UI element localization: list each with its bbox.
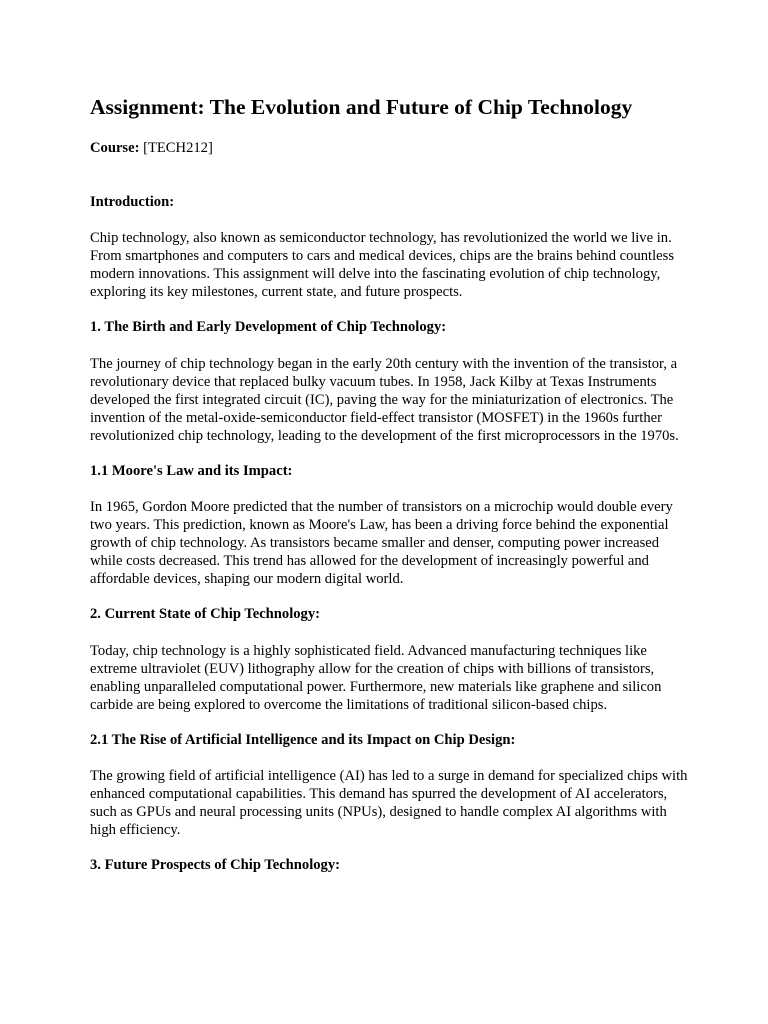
section-3-heading: 3. Future Prospects of Chip Technology: bbox=[90, 857, 341, 873]
section-1-1-heading: 1.1 Moore's Law and its Impact: bbox=[90, 462, 293, 479]
section-2-1-paragraph: The growing field of artificial intelligence (AI) has led to a surge in demand for specialized chips with enhanced computational capabilities. This demand has spurred the development of AI accelerators, such as GPUs and neural processing units (NPUs), designed to handle complex AI algorithms with high efficiency. bbox=[90, 768, 688, 838]
section-1-heading: 1. The Birth and Early Development of Chip Technology: bbox=[90, 319, 447, 335]
course-line bbox=[90, 140, 690, 158]
section-2-paragraph: Today, chip technology is a highly sophisticated field. Advanced manufacturing techniques like extreme ultraviolet (EUV) lithography allow for the creation of chips with billions of transistors, enabling unparalleled computational power. Furthermore, new materials like graphene and silicon carbide are being explored to overcome the limitations of traditional silicon-based chips. bbox=[90, 642, 662, 713]
document-page bbox=[90, 92, 690, 893]
section-2-1-heading: 2.1 The Rise of Artificial Intelligence and its Impact on Chip Design: bbox=[90, 731, 516, 748]
section-2-heading: 2. Current State of Chip Technology: bbox=[90, 606, 321, 622]
document-title: Assignment: The Evolution and Future of Chip Technology bbox=[90, 95, 633, 119]
section-1-1-paragraph: In 1965, Gordon Moore predicted that the number of transistors on a microchip would double every two years. This prediction, known as Moore's Law, has been a driving force behind the exponential growth of chip technology. As transistors became smaller and denser, computing power increased while costs decreased. This trend has allowed for the development of increasingly powerful and affordable devices, shaping our modern digital world. bbox=[90, 499, 673, 587]
section-1-paragraph: The journey of chip technology began in the early 20th century with the invention of the transistor, a revolutionary device that replaced bulky vacuum tubes. In 1958, Jack Kilby at Texas Instruments developed the first integrated circuit (IC), paving the way for the miniaturization of electronics. The invention of the metal-oxide-semiconductor field-effect transistor (MOSFET) in the 1960s further revolutionized chip technology, leading to the development of the first microprocessors in the 1970s. bbox=[90, 355, 679, 444]
course-label: Course: bbox=[90, 140, 140, 156]
course-value: [TECH212] bbox=[143, 140, 213, 156]
intro-heading: Introduction: bbox=[90, 193, 175, 210]
intro-paragraph: Chip technology, also known as semiconductor technology, has revolutionized the world we live in. From smartphones and computers to cars and medical devices, chips are the brains behind countless modern innovations. This assignment will delve into the fascinating evolution of chip technology, exploring its key milestones, current state, and future prospects. bbox=[90, 230, 674, 300]
